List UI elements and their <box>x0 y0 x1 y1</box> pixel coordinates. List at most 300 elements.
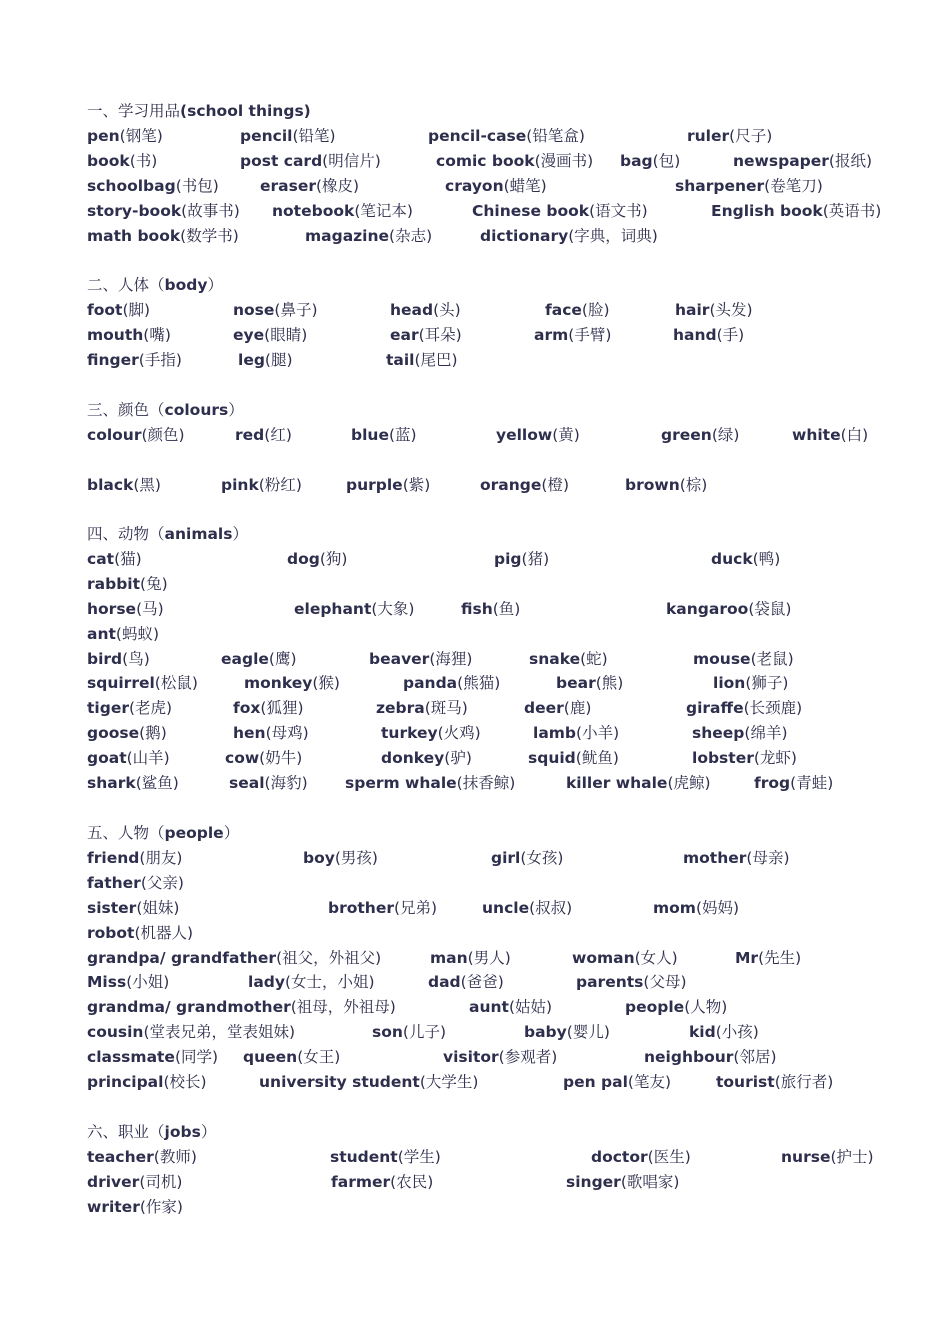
vocab-chinese: (鹿) <box>563 699 592 718</box>
vocab-item <box>445 174 547 199</box>
vocab-english: red <box>235 425 265 444</box>
vocab-chinese: (手) <box>716 325 745 344</box>
vocab-chinese: (女士，小姐) <box>284 973 375 992</box>
vocab-english: doctor <box>591 1147 648 1166</box>
vocab-chinese: (堂表兄弟，堂表姐妹) <box>143 1023 296 1042</box>
vocab-english: kid <box>689 1023 716 1042</box>
vocab-english: people <box>625 998 685 1017</box>
vocab-chinese: (眼睛) <box>264 325 308 344</box>
vocab-chinese: (护士) <box>830 1147 874 1166</box>
vocab-chinese: (尺子) <box>729 126 773 145</box>
section-heading <box>87 273 223 298</box>
vocab-item <box>87 473 161 498</box>
vocab-chinese: (抹香鲸) <box>456 774 516 792</box>
vocab-item <box>330 1145 441 1170</box>
vocab-item <box>620 149 680 174</box>
vocab-item <box>661 423 739 448</box>
vocab-item <box>229 771 308 796</box>
vocab-english: fish <box>461 599 493 618</box>
vocab-item <box>351 423 417 448</box>
vocab-english: mom <box>653 898 696 917</box>
vocab-item <box>225 746 302 771</box>
vocab-english: parents <box>576 973 644 992</box>
vocab-item <box>87 622 159 647</box>
vocab-english: pink <box>221 475 259 494</box>
vocab-row <box>0 846 950 871</box>
vocab-english: Mr <box>735 948 759 967</box>
vocab-chinese: (鹅) <box>139 724 167 743</box>
vocab-chinese: (松鼠) <box>154 674 198 693</box>
vocab-chinese: (漫画书) <box>534 151 594 170</box>
vocab-item <box>87 995 396 1020</box>
vocab-item <box>428 124 585 149</box>
vocab-english: nurse <box>781 1147 831 1166</box>
section-heading <box>87 522 248 547</box>
vocab-item <box>87 746 170 771</box>
vocab-row <box>0 995 950 1020</box>
vocab-chinese: (狐狸) <box>260 699 304 718</box>
vocab-item <box>566 771 711 796</box>
vocab-chinese: (母亲) <box>746 848 790 867</box>
vocab-chinese: (绵羊) <box>744 724 788 743</box>
vocab-item <box>287 547 347 572</box>
vocab-english: newspaper <box>733 151 829 170</box>
vocab-item <box>692 721 788 746</box>
vocab-english: sister <box>87 898 137 917</box>
vocab-chinese: (卷笔刀) <box>764 176 823 195</box>
section-heading <box>87 821 239 846</box>
vocab-chinese: (驴) <box>444 749 472 768</box>
vocab-chinese: (猪) <box>521 549 550 568</box>
vocab-item <box>248 970 375 995</box>
vocab-english: kangaroo <box>666 599 749 618</box>
vocab-english: deer <box>524 699 564 718</box>
vocab-english: hand <box>673 325 717 344</box>
vocab-english: woman <box>572 948 635 967</box>
vocab-chinese: (旅行者) <box>774 1073 834 1091</box>
vocab-chinese: (父亲) <box>140 873 184 892</box>
vocab-row <box>0 1170 950 1195</box>
vocab-row <box>0 149 950 174</box>
vocab-chinese: (鸟) <box>122 649 150 668</box>
vocab-row <box>0 1145 950 1170</box>
vocab-english: horse <box>87 599 137 618</box>
vocab-english: foot <box>87 300 123 319</box>
vocab-item <box>687 124 772 149</box>
vocab-chinese: (黑) <box>133 475 161 494</box>
vocab-chinese: (蚂蚁) <box>115 624 160 643</box>
vocab-chinese: (头发) <box>709 300 753 319</box>
vocab-item <box>735 946 801 971</box>
section-heading-number: 二、人体（ <box>87 276 165 294</box>
vocab-item <box>436 149 593 174</box>
vocab-chinese: (姑姑) <box>508 998 553 1017</box>
vocab-english: mouth <box>87 325 144 344</box>
vocab-item <box>87 423 185 448</box>
vocab-english: father <box>87 873 141 892</box>
vocab-english: bag <box>620 151 653 170</box>
vocab-row <box>0 970 950 995</box>
vocab-english: yellow <box>496 425 553 444</box>
vocab-item <box>533 721 619 746</box>
section-heading-number: 五、人物（ <box>87 824 165 842</box>
vocab-english: panda <box>403 674 458 693</box>
vocab-item <box>480 473 569 498</box>
vocab-item <box>328 896 437 921</box>
vocab-english: pencil <box>240 126 293 145</box>
vocab-item <box>713 671 788 696</box>
vocab-item <box>653 896 739 921</box>
vocab-row <box>0 696 950 721</box>
vocab-chinese: (火鸡) <box>437 724 481 743</box>
vocab-item <box>644 1045 777 1070</box>
vocab-row <box>0 348 950 373</box>
vocab-english: donkey <box>381 749 445 768</box>
vocab-chinese: (人物) <box>684 998 728 1017</box>
section-heading-number: 一、学习用品 <box>87 102 181 120</box>
vocab-english: cousin <box>87 1023 144 1042</box>
vocab-chinese: (婴儿) <box>566 1023 610 1042</box>
vocab-item <box>87 896 179 921</box>
vocab-item <box>733 149 872 174</box>
vocab-chinese: (狗) <box>319 549 348 568</box>
vocab-chinese: (医生) <box>647 1147 691 1166</box>
vocab-row <box>0 174 950 199</box>
vocab-item <box>87 647 150 672</box>
vocab-item <box>233 696 304 721</box>
vocab-english: finger <box>87 350 139 369</box>
vocab-english: brown <box>625 475 680 494</box>
vocab-chinese: (女人) <box>634 948 678 967</box>
vocab-item <box>259 1070 478 1095</box>
vocab-english: baby <box>524 1023 567 1042</box>
vocab-row <box>0 423 950 448</box>
vocab-item <box>233 323 307 348</box>
vocab-chinese: (书包) <box>175 176 219 195</box>
vocab-english: post card <box>240 151 323 170</box>
vocab-item <box>683 846 790 871</box>
vocab-chinese: (棕) <box>679 475 708 494</box>
vocab-chinese: (明信片) <box>322 151 381 170</box>
vocab-chinese: (橙) <box>541 475 570 494</box>
vocab-english: driver <box>87 1172 140 1191</box>
vocab-english: face <box>545 300 582 319</box>
vocab-chinese: (钢笔) <box>119 126 163 145</box>
vocab-chinese: (作家) <box>139 1197 183 1216</box>
vocab-english: leg <box>238 350 265 369</box>
vocab-chinese: (祖母，外祖母) <box>290 998 396 1017</box>
vocab-english: turkey <box>381 724 438 743</box>
vocab-chinese: (鸭) <box>752 549 781 568</box>
vocab-item <box>675 174 823 199</box>
vocab-item <box>260 174 359 199</box>
vocab-english: grandpa/ grandfather <box>87 948 277 967</box>
vocab-item <box>563 1070 671 1095</box>
vocab-english: writer <box>87 1197 140 1216</box>
vocab-chinese: (教师) <box>153 1147 197 1166</box>
vocab-chinese: (报纸) <box>828 151 873 170</box>
vocab-chinese: (笔记本) <box>354 201 413 220</box>
vocab-chinese: (绿) <box>711 425 740 444</box>
section-heading <box>87 1120 216 1145</box>
vocab-row <box>0 1070 950 1095</box>
vocab-english: green <box>661 425 712 444</box>
vocab-item <box>576 970 687 995</box>
vocab-english: white <box>792 425 841 444</box>
vocab-chinese: (参观者) <box>498 1048 558 1067</box>
section-heading-english: (school things) <box>180 102 311 120</box>
vocab-chinese: (猴) <box>312 674 340 693</box>
vocab-english: giraffe <box>686 699 744 718</box>
vocab-chinese: (农民) <box>390 1172 434 1191</box>
vocab-english: visitor <box>443 1048 499 1067</box>
vocab-item <box>243 1045 340 1070</box>
vocab-english: nose <box>233 300 275 319</box>
vocab-item <box>87 671 198 696</box>
vocab-chinese: (小姐) <box>126 973 170 992</box>
vocab-item <box>87 149 157 174</box>
vocab-chinese: (男孩) <box>334 848 378 867</box>
vocab-english: elephant <box>294 599 372 618</box>
vocab-chinese: (英语书) <box>822 201 882 220</box>
vocab-chinese: (司机) <box>139 1172 183 1191</box>
vocab-chinese: (叔叔) <box>529 898 573 917</box>
vocab-item <box>303 846 378 871</box>
vocab-english: tiger <box>87 699 129 718</box>
vocab-item <box>238 348 293 373</box>
vocab-chinese: (黄) <box>552 425 580 444</box>
vocab-item <box>87 771 179 796</box>
vocab-item <box>87 946 381 971</box>
vocab-row <box>0 946 950 971</box>
vocab-chinese: (熊猫) <box>457 674 501 693</box>
vocab-row <box>0 671 950 696</box>
vocab-item <box>403 671 500 696</box>
vocab-english: eagle <box>221 649 269 668</box>
vocab-english: goose <box>87 724 140 743</box>
vocab-chinese: (猫) <box>114 549 142 568</box>
vocab-chinese: (蓝) <box>388 425 417 444</box>
vocab-english: queen <box>243 1048 298 1067</box>
vocab-chinese: (粉红) <box>258 475 302 494</box>
vocab-chinese: (杂志) <box>389 226 433 245</box>
vocab-item <box>272 199 413 224</box>
vocab-item <box>87 224 239 249</box>
vocab-english: squid <box>528 749 576 768</box>
vocab-row <box>0 1195 950 1220</box>
vocab-item <box>87 1070 207 1095</box>
section-heading-english: body <box>164 276 208 294</box>
vocab-chinese: (龙虾) <box>753 749 797 768</box>
vocab-row <box>0 572 950 597</box>
vocab-english: purple <box>346 475 403 494</box>
vocab-chinese: (鱼) <box>492 599 521 618</box>
vocab-item <box>87 124 163 149</box>
section-heading <box>87 99 311 124</box>
vocab-chinese: (妈妈) <box>695 898 740 917</box>
vocab-item <box>240 149 381 174</box>
vocab-item <box>480 224 658 249</box>
vocab-english: student <box>330 1147 398 1166</box>
vocab-item <box>87 1045 218 1070</box>
vocab-item <box>443 1045 557 1070</box>
vocab-chinese: (兔) <box>140 574 168 593</box>
vocab-item <box>461 597 520 622</box>
vocab-row <box>0 199 950 224</box>
vocab-item <box>87 199 240 224</box>
vocab-item <box>524 696 591 721</box>
vocab-chinese: (祖父，外祖父) <box>276 948 382 967</box>
vocab-item <box>534 323 611 348</box>
section-heading-number: 六、职业（ <box>87 1123 165 1141</box>
vocab-chinese: (先生) <box>758 948 802 967</box>
vocab-item <box>87 1145 197 1170</box>
vocab-item <box>692 746 797 771</box>
vocab-chinese: (母鸡) <box>265 724 309 743</box>
vocab-chinese: (白) <box>840 425 869 444</box>
vocab-english: lobster <box>692 749 754 768</box>
vocab-english: seal <box>229 774 265 792</box>
vocab-item <box>233 298 318 323</box>
vocab-english: pen <box>87 126 120 145</box>
vocab-chinese: (小孩) <box>715 1023 759 1042</box>
vocab-item <box>491 846 563 871</box>
vocab-row <box>0 124 950 149</box>
vocab-item <box>496 423 580 448</box>
vocab-english: mother <box>683 848 747 867</box>
vocab-english: hair <box>675 300 710 319</box>
vocab-chinese: (袋鼠) <box>748 599 792 618</box>
vocab-item <box>87 871 184 896</box>
vocab-english: eye <box>233 325 265 344</box>
vocab-english: fox <box>233 699 261 718</box>
vocab-english: farmer <box>331 1172 391 1191</box>
vocab-row <box>0 1020 950 1045</box>
vocab-item <box>428 970 504 995</box>
vocab-item <box>369 647 472 672</box>
vocab-chinese: (红) <box>264 425 292 444</box>
vocab-item <box>693 647 794 672</box>
vocab-chinese: (海狸) <box>429 649 473 668</box>
vocab-item <box>494 547 549 572</box>
vocab-chinese: (山羊) <box>126 749 170 768</box>
vocab-chinese: (故事书) <box>181 201 240 220</box>
vocab-english: head <box>390 300 434 319</box>
vocab-chinese: (耳朵) <box>418 325 462 344</box>
vocab-chinese: (爸爸) <box>460 973 504 992</box>
vocab-english: Chinese book <box>472 201 590 220</box>
section-heading <box>87 398 244 423</box>
section-heading-close: ） <box>207 276 223 294</box>
vocab-chinese: (手指) <box>138 350 182 369</box>
vocab-english: uncle <box>482 898 530 917</box>
vocab-english: monkey <box>244 674 313 693</box>
vocab-chinese: (熊) <box>595 674 624 693</box>
vocab-item <box>235 423 292 448</box>
vocab-item <box>240 124 336 149</box>
vocab-item <box>294 597 414 622</box>
vocab-english: pen pal <box>563 1073 628 1091</box>
vocab-english: zebra <box>376 699 425 718</box>
vocab-row <box>0 323 950 348</box>
vocab-chinese: (儿子) <box>402 1023 447 1042</box>
section-heading-close: ） <box>200 1123 217 1141</box>
vocab-row <box>0 896 950 921</box>
vocab-english: principal <box>87 1073 164 1091</box>
vocab-row <box>0 547 950 572</box>
vocab-chinese: (尾巴) <box>414 350 458 369</box>
vocab-english: story-book <box>87 201 182 220</box>
section-heading-english: jobs <box>164 1123 201 1141</box>
vocab-english: lion <box>713 674 746 693</box>
vocab-chinese: (父母) <box>643 973 687 992</box>
vocab-item <box>545 298 610 323</box>
vocab-chinese: (铅笔) <box>292 126 336 145</box>
vocab-row <box>0 597 950 622</box>
vocab-english: boy <box>303 848 335 867</box>
vocab-chinese: (校长) <box>163 1073 207 1091</box>
vocab-chinese: (铅笔盒) <box>526 126 585 145</box>
vocab-item <box>711 547 780 572</box>
vocab-item <box>87 174 219 199</box>
vocab-row <box>0 224 950 249</box>
vocab-item <box>482 896 572 921</box>
vocab-english: girl <box>491 848 521 867</box>
vocab-item <box>221 647 297 672</box>
vocab-english: English book <box>711 201 823 220</box>
vocab-item <box>625 473 707 498</box>
vocab-chinese: (头) <box>433 300 461 319</box>
vocab-english: sperm whale <box>345 774 457 792</box>
section-heading-close: ） <box>228 401 244 419</box>
section-heading-number: 四、动物（ <box>87 525 165 543</box>
vocab-chinese: (小羊) <box>576 724 620 743</box>
vocab-english: sharpener <box>675 176 765 195</box>
vocab-english: mouse <box>693 649 751 668</box>
vocab-chinese: (邻居) <box>733 1048 777 1067</box>
vocab-item <box>87 348 182 373</box>
vocab-english: beaver <box>369 649 430 668</box>
vocab-item <box>87 323 171 348</box>
vocab-chinese: (鹰) <box>268 649 297 668</box>
vocab-english: killer whale <box>566 774 668 792</box>
vocab-row <box>0 298 950 323</box>
vocab-item <box>673 323 744 348</box>
vocab-item <box>386 348 458 373</box>
vocab-english: magazine <box>305 226 390 245</box>
vocab-english: ear <box>390 325 419 344</box>
vocab-english: rabbit <box>87 574 141 593</box>
vocab-english: robot <box>87 923 135 942</box>
vocab-item <box>345 771 515 796</box>
vocab-english: singer <box>566 1172 621 1191</box>
vocab-item <box>221 473 302 498</box>
vocab-chinese: (语文书) <box>589 201 648 220</box>
vocab-chinese: (海豹) <box>264 774 308 792</box>
section-heading-number: 三、颜色（ <box>87 401 165 419</box>
vocab-chinese: (紫) <box>402 475 431 494</box>
vocab-item <box>305 224 432 249</box>
section-heading-english: animals <box>164 525 233 543</box>
vocab-item <box>87 597 164 622</box>
vocab-english: orange <box>480 475 542 494</box>
vocab-chinese: (长颈鹿) <box>743 699 803 718</box>
vocab-item <box>689 1020 759 1045</box>
vocab-english: bear <box>556 674 596 693</box>
vocab-chinese: (字典，词典) <box>568 226 658 245</box>
vocab-row <box>0 721 950 746</box>
vocab-english: arm <box>534 325 569 344</box>
